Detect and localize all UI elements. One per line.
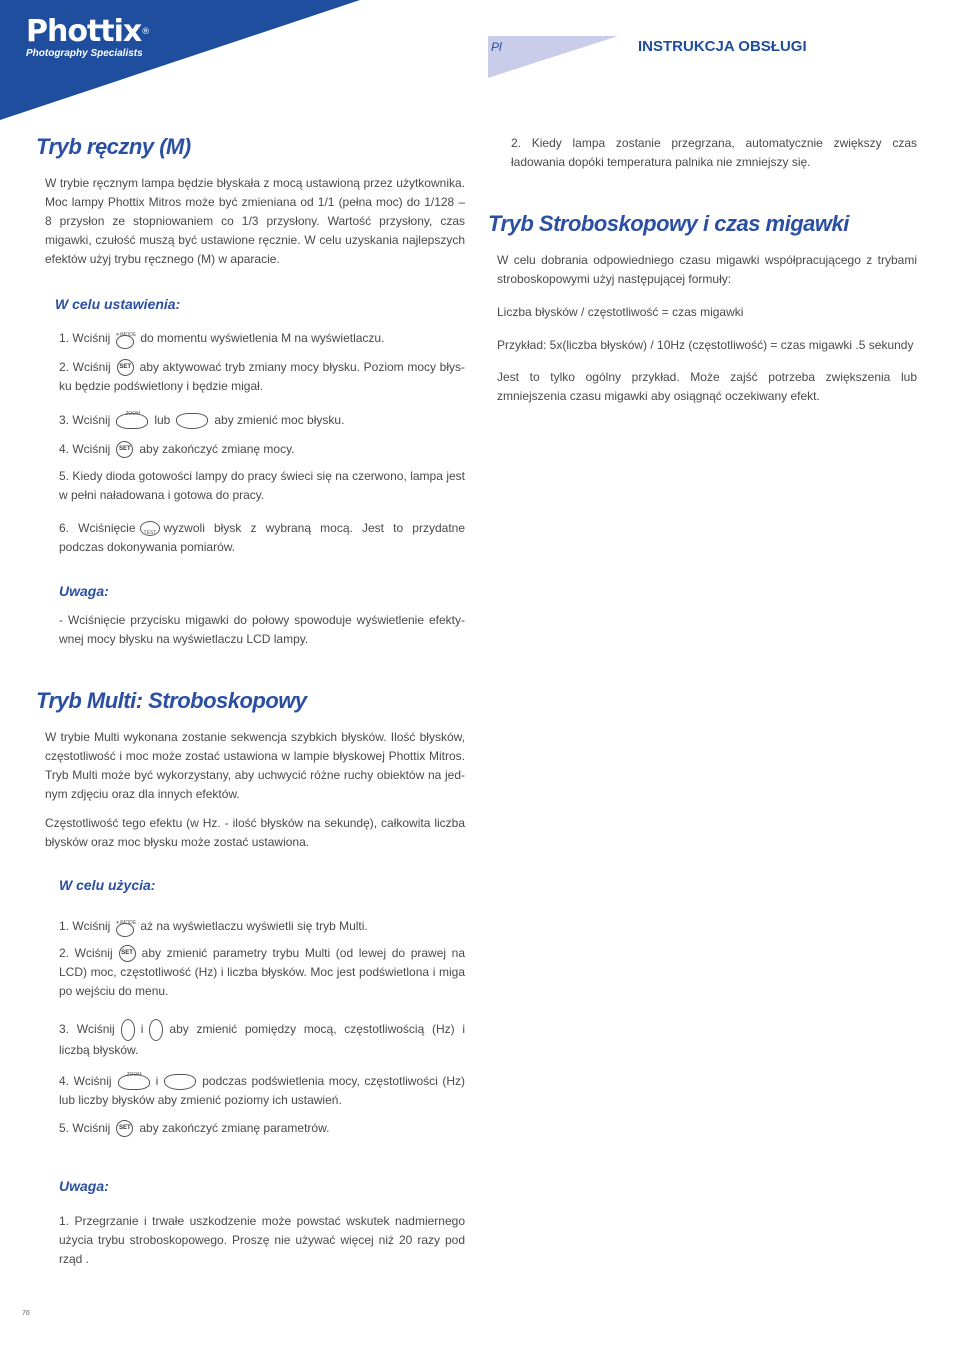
multi-step-4: 4. WciśnijZOOM i podczas podświetlenia mocy, częstotliwości (Hz) lub liczby błysków aby zmienić poziomy ich ustawień. <box>59 1072 465 1110</box>
mode-button-icon <box>116 335 134 349</box>
multi-step-2: 2. Wciśnij SET aby zmienić parametry trybu Multi (od lewej do prawej na LCD) moc, częstotliwość (Hz) i liczba błysków. Moc jest podświetlona i miga po wejściu do menu. <box>59 946 466 998</box>
manual-step-2: 2. Wciśnij SET aby aktywować tryb zmiany mocy błysku. Poziom mocy błys-ku będzie podświetlony i będzie migał. <box>59 360 465 393</box>
multi-step-5: 5. Wciśnij SET aby zakończyć zmianę parametrów. <box>59 1119 465 1138</box>
test-button-icon <box>140 521 160 536</box>
section-title-multi: Tryb Multi: Stroboskopowy <box>36 688 307 713</box>
manual-step-4: 4. Wciśnij SET aby zakończyć zmianę mocy. <box>59 440 465 459</box>
multi-intro-2: Częstotliwość tego efektu (w Hz. - ilość błysków na sekundę), całkowita liczba błysków oraz moc błysku może zostać ustawiona. <box>45 816 465 849</box>
manual-step-5: 5. Kiedy dioda gotowości lampy do pracy świeci się na czerwono, lampa jest w pełni naładowana i gotowa do pracy. <box>59 469 465 502</box>
manual-subtitle: W celu ustawienia: <box>55 296 181 312</box>
manual-step-3: 3. WciśnijZOOM lub aby zmienić moc błysku. <box>59 411 465 430</box>
multi-step-3: 3. Wciśnij i aby zmienić pomiędzy mocą, częstotliwością (Hz) i liczbą błysków. <box>59 1019 465 1060</box>
manual-note: - Wciśnięcie przycisku migawki do połowy spowoduje wyświetlenie efekty-wnej mocy błysku na wyświetlaczu LCD lampy. <box>59 613 465 646</box>
language-code: Pl <box>491 40 502 54</box>
header-accent-triangle <box>488 36 618 78</box>
manual-step-6: 6. WciśnięcieTEST wyzwoli błysk z wybraną mocą. Jest to przydatne podczas dokonywania pomiarów. <box>59 519 465 557</box>
manual-intro: W trybie ręcznym lampa będzie błyskała z mocą ustawioną przez użytkownika. Moc lampy Phottix Mitros może być zmieniana od 1/1 (pełna moc) do 1/128 – 8 przysłon ze stopniowaniem co 1/3 przysłony. Wartość przysłony, czas migawki, czułość muszą być ustawione ręcznie. W celu uzyskania najlepszych efektów użyj trybu ręcznego (M) w aparacie. <box>45 176 465 266</box>
manual-step-1: 1. Wciśnij☀/MODE do momentu wyświetlenia M na wyświetlaczu. <box>59 329 465 349</box>
section-title-manual: Tryb ręczny (M) <box>36 134 191 159</box>
down-button-icon <box>164 1074 196 1090</box>
set-button-icon: SET <box>116 441 133 458</box>
strobe-example: Przykład: 5x(liczba błysków) / 10Hz (częstotliwość) = czas migawki .5 sekundy <box>497 338 914 352</box>
strobe-general-note: Jest to tylko ogólny przykład. Może zajść potrzeba zwiększenia lub zmniejszenia czasu migawki aby osiągnąć oczekiwany efekt. <box>497 370 917 403</box>
multi-intro-1: W trybie Multi wykonana zostanie sekwencja szybkich błysków. Ilość błysków, częstotliwość i moc może zostać ustawiona w lampie błyskowej Phottix Mitros. Tryb Multi może być wykorzystany, aby uchwycić różne ruchy obiektów na jed-nym zdjęciu oraz dla innych efektów. <box>45 730 465 801</box>
multi-step-1: 1. Wciśnij☀/MODE aż na wyświetlaczu wyświetli się tryb Multi. <box>59 917 465 937</box>
multi-note-title: Uwaga: <box>59 1178 109 1194</box>
set-button-icon: SET <box>119 945 136 962</box>
brand-tagline: Photography Specialists <box>26 48 143 59</box>
left-button-icon <box>121 1019 135 1041</box>
set-button-icon: SET <box>116 1120 133 1137</box>
strobe-formula: Liczba błysków / częstotliwość = czas migawki <box>497 305 744 319</box>
right-button-icon <box>149 1019 163 1041</box>
up-zoom-button-icon <box>118 1074 150 1090</box>
up-zoom-button-icon <box>116 413 148 429</box>
registered-mark: ® <box>141 27 150 37</box>
note-continuation: 2. Kiedy lampa zostanie przegrzana, automatycznie zwiększy czas ładowania dopóki temperatura palnika nie zmniejszy się. <box>511 136 917 169</box>
strobe-shutter-intro: W celu dobrania odpowiedniego czasu migawki współpracującego z trybami stroboskopowymi użyj następującej formuły: <box>497 253 917 286</box>
brand-name: Phottix <box>26 14 142 49</box>
down-button-icon <box>176 413 208 429</box>
manual-title: INSTRUKCJA OBSŁUGI <box>638 38 807 55</box>
section-title-strobe-shutter: Tryb Stroboskopowy i czas migawki <box>488 211 849 236</box>
mode-button-icon <box>116 923 134 937</box>
multi-subtitle: W celu użycia: <box>59 877 156 893</box>
brand-logo <box>26 16 149 59</box>
set-button-icon: SET <box>117 359 134 376</box>
manual-note-title: Uwaga: <box>59 583 109 599</box>
multi-note: 1. Przegrzanie i trwałe uszkodzenie może powstać wskutek nadmiernego użycia trybu stroboskopowego. Proszę nie używać więcej niż 20 razy pod rząd . <box>59 1214 465 1266</box>
page-number: 76 <box>22 1310 30 1317</box>
